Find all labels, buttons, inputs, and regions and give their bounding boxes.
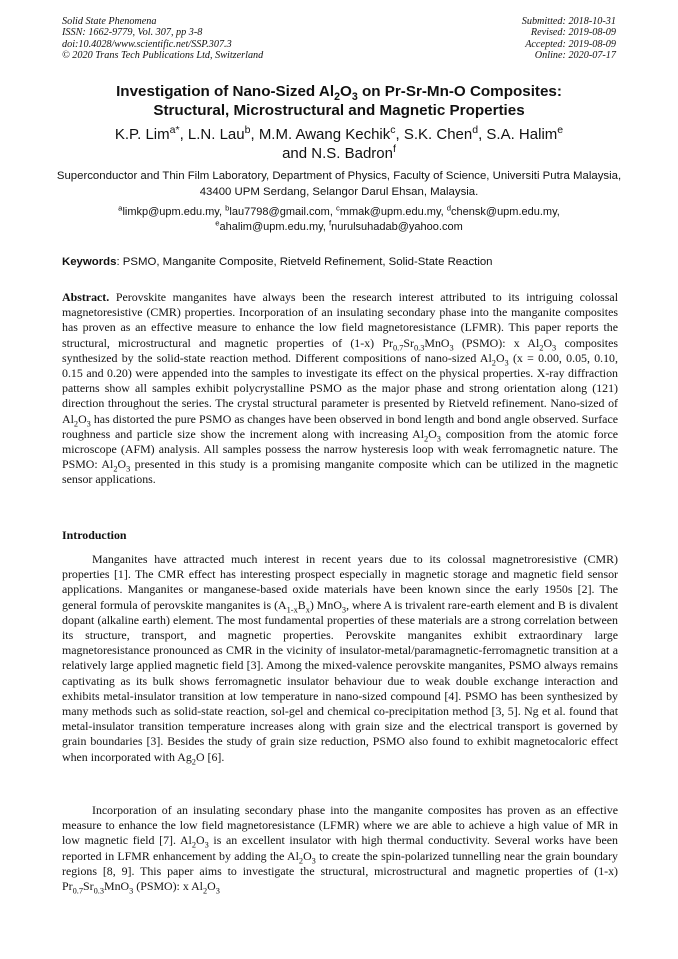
- paper-title: [40, 82, 638, 120]
- journal-issn: ISSN: 1662-9779, Vol. 307, pp 3-8: [62, 27, 203, 39]
- author-line-1: K.P. Lim$^{a*}$, L.N. Lau$^b$, M.M. Awang Kechik$^c$, S.K. Chen$^d$, S.A. Halim$^e$: [114, 124, 564, 143]
- date-revised: Revised: 2019-08-09: [530, 27, 616, 39]
- keywords-text: : PSMO, Manganite Composite, Rietveld Refinement, Solid-State Reaction: [116, 256, 493, 268]
- author: K.P. Lim: [114, 126, 170, 143]
- author: S.K. Chen: [403, 126, 473, 143]
- title-line-1: Investigation of Nano-Sized $Al_2O_3$ on Pr-Sr-Mn-O Composites:: [116, 83, 562, 104]
- keywords-label: Keywords: [62, 256, 117, 268]
- email-line-2: $^e$ahalim@upm.edu.my, $^f$nurulsuhadab@yahoo.com: [215, 218, 463, 233]
- author-list: [40, 125, 638, 163]
- journal-header-right: [522, 16, 616, 62]
- author: L.N. Lau: [187, 126, 245, 143]
- author: M.M. Awang Kechik: [258, 126, 391, 143]
- journal-header-left: [62, 16, 263, 62]
- affiliation: Superconductor and Thin Film Laboratory, Department of Physics, Faculty of Science, Universiti Putra Malaysia, 43400 UPM Serdang, Selangor Darul Ehsan, Malaysia.: [56, 170, 622, 198]
- abstract-label: Abstract.: [62, 290, 110, 304]
- date-accepted: Accepted: 2019-08-09: [525, 38, 616, 50]
- journal-name: Solid State Phenomena: [62, 16, 157, 27]
- title-line-2: Structural, Microstructural and Magnetic Properties: [153, 102, 525, 119]
- date-online: Online: 2020-07-17: [534, 50, 616, 62]
- journal-copyright: © 2020 Trans Tech Publications Ltd, Switzerland: [62, 50, 264, 62]
- author-line-2: and N.S. Badron$^f$: [282, 143, 396, 162]
- email-link[interactable]: chensk@upm.edu.my: [451, 206, 557, 218]
- date-submitted: Submitted: 2018-10-31: [521, 16, 616, 27]
- email-link[interactable]: limkp@upm.edu.my: [122, 206, 219, 218]
- keywords: [62, 255, 618, 269]
- author: S.A. Halim: [486, 126, 558, 143]
- introduction-paragraph-2: Incorporation of an insulating secondary phase into the manganite composites has proven as an effective measure to enhance the low field magnetoresistance (LFMR) where we are able to achieve a high value of MR in low magnetic field [7]. $Al_2O_3$ is an excellent insulator with high thermal conductivity. Several works have been reported in LFMR enhancement by adding the $Al_2O_3$ to create the spin-polarized tunnelling near the grain boundary regions [8, 9]. This paper aims to investigate the structural, microstructural and magnetic properties of (1-x) $Pr_{0.7}Sr_{0.3}MnO_3$ (PSMO): x $Al_2O_3$: [62, 803, 618, 896]
- author-emails: [50, 205, 628, 235]
- journal-doi: doi:10.4028/www.scientific.net/SSP.307.3: [62, 38, 232, 50]
- introduction-paragraph-1: Manganites have attracted much interest in recent years due to its colossal magnetroresistive (CMR) properties [1]. The CMR effect has interesting prospect especially in magnetic storage and magnetic field sensor applications. Manganites or manganese-based oxide materials have been known since the early 1950s [2]. The general formula of perovskite manganites is $(A_{1-x}B_x)$ MnO$_3$, where A is trivalent rare-earth element and B is divalent dopant (alkaline earth) element. The most fundamental properties of these materials are a strong correlation between its structure, transport, and magnetic properties. Perovskite manganites exhibit extraordinary large magnetoresistance pronounced as CMR in the vicinity of insulator-metal/paramagnetic-ferromagnetic transition at a relatively large applied magnetic field [3]. Among the mixed-valence perovskite manganites, PSMO always remains captivating as its bulk shows ferromagnetic insulator behaviour due to weak double exchange interaction and exhibits metal-insulator transition at low temperature in nano-sized compound [4]. PSMO has been synthesized by many methods such as solid-state reaction, sol-gel and chemical co-precipitation method [3, 5]. Ng et al. found that metal-insulator transition temperature increases along with grain size and the electrical transport is governed by grain boundaries [3]. Besides the study of grain size reduction, PSMO also found to exhibit magnetocaloric effect when incorporated with $Ag_2O$ [6].: [62, 552, 618, 767]
- email-line-1: $^a$limkp@upm.edu.my, $^b$lau7798@gmail.com, $^c$mmak@upm.edu.my, $^d$chensk@upm.edu.my,: [118, 203, 560, 218]
- email-link[interactable]: ahalim@upm.edu.my: [219, 221, 323, 233]
- abstract: Abstract. Perovskite manganites have always been the research interest attributed to its intriguing colossal magnetoresistive (CMR) properties. Incorporation of an insulating secondary phase into the manganite composites has proven as an effective measure to enhance the low field magnetoresistance (LFMR). This paper reports the structural, microstructural and magnetic properties of (1-x) $Pr_{0.7}Sr_{0.3}MnO_3$ (PSMO): x $Al_2O_3$ composites synthesized by the solid-state reaction method. Different compositions of nano-sized $Al_2O_3$ (x = 0.00, 0.05, 0.10, 0.15 and 0.20) were appended into the samples to investigate its effect on the physical properties. X-ray diffraction patterns show all samples exhibit polycrystalline PSMO as the major phase and strong orientation along (121) direction throughout the series. The crystal structural parameter is presented by Rietveld refinement. Nano-sized of $Al_2O_3$ has distorted the pure PSMO as changes have been observed in bond length and bond angle observed. Surface roughness and particle size show the increment along with increasing $Al_2O_3$ composition from the atomic force microscope (AFM) analysis. All samples possess the narrow hysteresis loop with weak ferromagnetic nature. The PSMO: $Al_2O_3$ presented in this study is a promising manganite composite which can be utilized in the magnetic sensor applications.: [62, 290, 618, 487]
- email-link[interactable]: mmak@upm.edu.my: [339, 206, 441, 218]
- author: N.S. Badron: [311, 145, 393, 162]
- email-link[interactable]: lau7798@gmail.com: [229, 206, 330, 218]
- email-link[interactable]: nurulsuhadab@yahoo.com: [331, 221, 463, 233]
- section-heading-introduction: Introduction: [62, 528, 127, 542]
